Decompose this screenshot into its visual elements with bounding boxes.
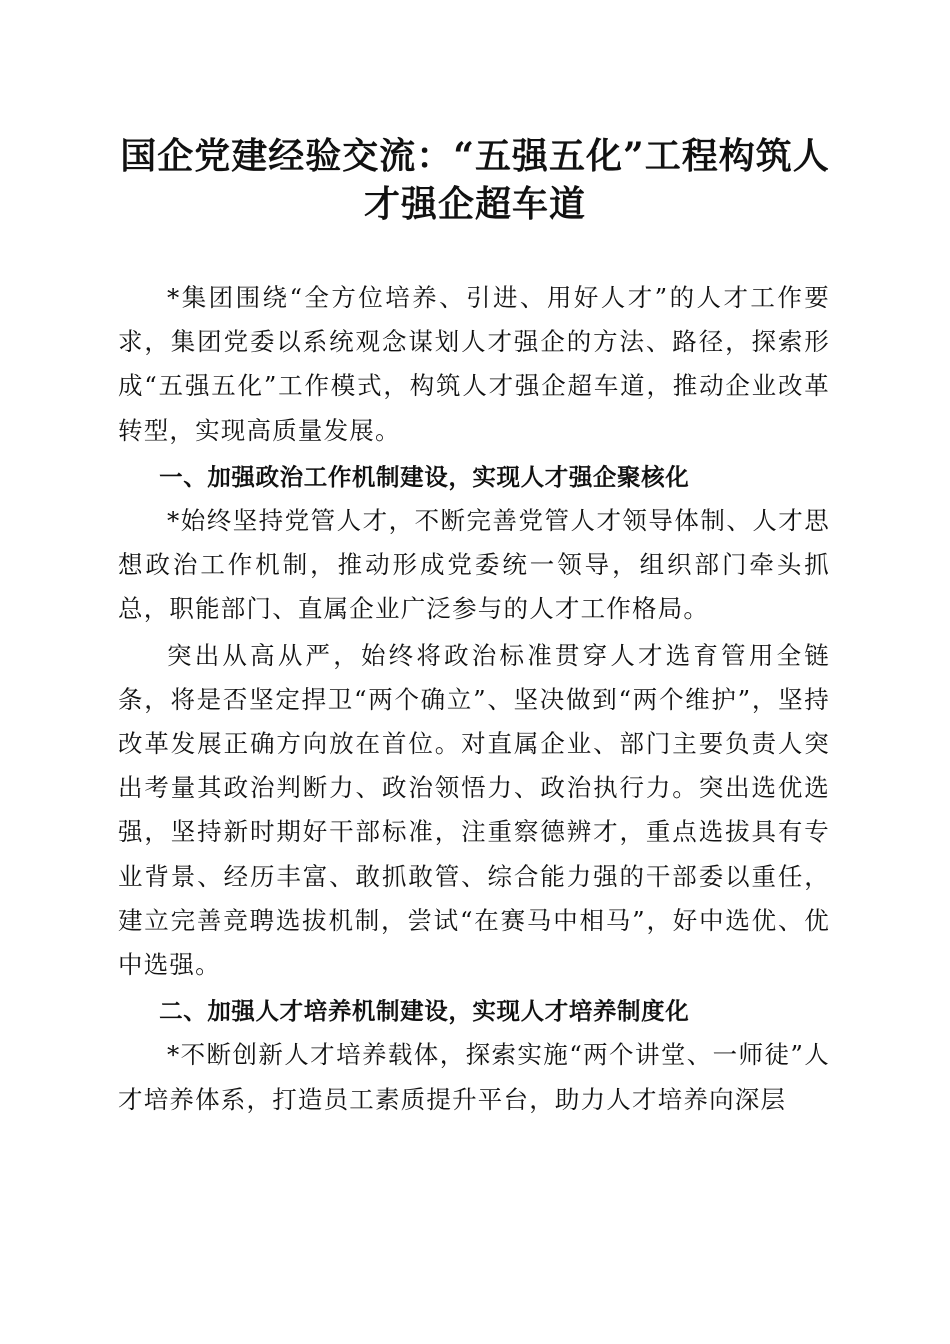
body-paragraph: *不断创新人才培养载体，探索实施“两个讲堂、一师徒”人才培养体系，打造员工素质提升平台，助力人才培养向深层 <box>118 1040 830 1114</box>
section-heading-2: 二、加强人才培养机制建设，实现人才培养制度化 <box>159 997 690 1026</box>
document-body <box>118 276 830 1122</box>
section-heading-1: 一、加强政治工作机制建设，实现人才强企聚核化 <box>159 462 690 491</box>
title-line-1: 国企党建经验交流：“五强五化”工程构筑人 <box>120 135 830 177</box>
title-line-2: 才强企超车道 <box>363 183 586 225</box>
document-title <box>100 132 850 228</box>
body-paragraph: *始终坚持党管人才，不断完善党管人才领导体制、人才思想政治工作机制，推动形成党委统一领导，组织部门牵头抓总，职能部门、直属企业广泛参与的人才工作格局。 <box>118 506 830 624</box>
body-paragraph: 突出从高从严，始终将政治标准贯穿人才选育管用全链条，将是否坚定捍卫“两个确立”、坚决做到“两个维护”，坚持改革发展正确方向放在首位。对直属企业、部门主要负责人突出考量其政治判断力、政治领悟力、政治执行力。突出选优选强，坚持新时期好干部标准，注重察德辨才，重点选拔具有专业背景、经历丰富、敢抓敢管、综合能力强的干部委以重任，建立完善竞聘选拔机制，尝试“在赛马中相马”，好中选优、优中选强。 <box>118 640 830 980</box>
intro-paragraph: *集团围绕“全方位培养、引进、用好人才”的人才工作要求，集团党委以系统观念谋划人才强企的方法、路径，探索形成“五强五化”工作模式，构筑人才强企超车道，推动企业改革转型，实现高质量发展。 <box>118 283 830 445</box>
